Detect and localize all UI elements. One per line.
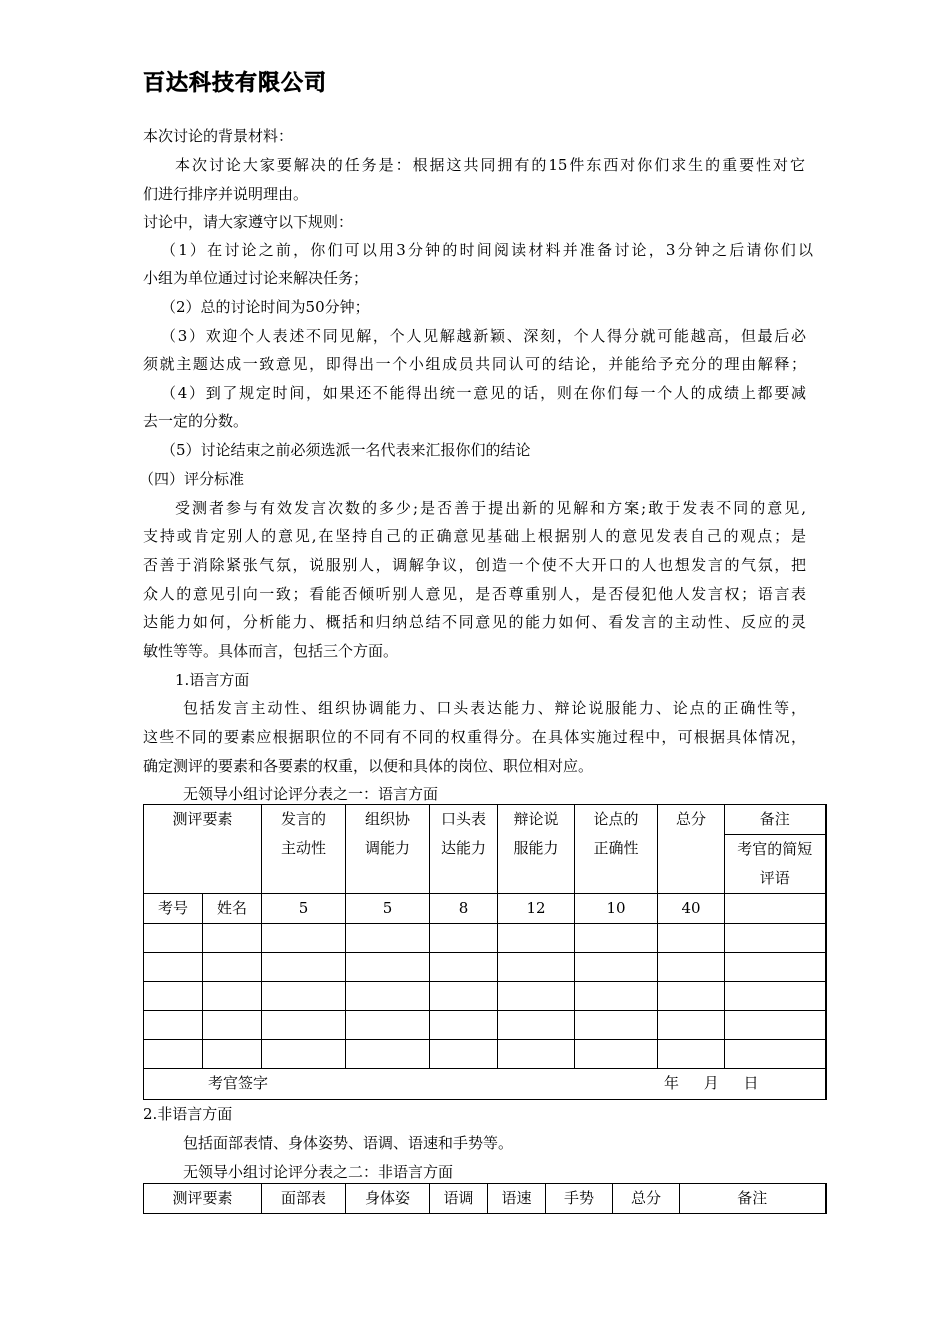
rule-1-line: （1）在讨论之前，你们可以用3分钟的时间阅读材料并准备讨论，3分钟之后请你们以 xyxy=(161,241,813,259)
criteria-line: 众人的意见引向一致；看能否倾听别人意见，是否尊重别人，是否侵犯他人发言权；语言表 xyxy=(143,585,806,603)
header-cell-total: 总分 xyxy=(613,1184,680,1214)
language-paragraph-line: 确定测评的要素和各要素的权重，以便和具体的岗位、职位相对应。 xyxy=(143,757,594,775)
weight-cell-total: 40 xyxy=(658,894,725,924)
rule-3-line: 须就主题达成一致意见，即得出一个小组成员共同认可的结论，并能给予充分的理由解释； xyxy=(143,355,806,373)
header-cell-correctness: 论点的 正确性 xyxy=(575,805,658,894)
header-cell-posture: 身体姿 xyxy=(346,1184,430,1214)
header-cell-oral-expression: 口头表 达能力 xyxy=(430,805,498,894)
rules-intro: 讨论中，请大家遵守以下规则： xyxy=(143,213,354,231)
header-cell-id: 考号 xyxy=(144,894,203,924)
weight-cell: 5 xyxy=(346,894,430,924)
weight-cell: 5 xyxy=(262,894,346,924)
header-cell-element: 测评要素 xyxy=(144,1184,262,1214)
weight-cell: 10 xyxy=(575,894,658,924)
empty-cell xyxy=(725,894,826,924)
table-row xyxy=(144,953,826,982)
criteria-line: 受测者参与有效发言次数的多少;是否善于提出新的见解和方案;敢于发表不同的意见, xyxy=(175,499,806,517)
nonlanguage-heading: 2.非语言方面 xyxy=(143,1105,233,1123)
company-header: 百达科技有限公司 xyxy=(143,71,328,96)
language-score-table xyxy=(143,804,827,1100)
nonlanguage-paragraph: 包括面部表情、身体姿势、语调、语速和手势等。 xyxy=(183,1134,514,1152)
header-cell-name: 姓名 xyxy=(203,894,262,924)
weight-cell: 12 xyxy=(498,894,575,924)
header-cell-facial: 面部表 xyxy=(262,1184,346,1214)
table-row xyxy=(144,1011,826,1040)
header-cell-tone: 语调 xyxy=(430,1184,488,1214)
header-cell-gesture: 手势 xyxy=(546,1184,613,1214)
nonlanguage-score-table xyxy=(143,1183,827,1214)
rule-4-line: （4）到了规定时间，如果还不能得出统一意见的话，则在你们每一个人的成绩上都要减 xyxy=(161,384,806,402)
table1-caption: 无领导小组讨论评分表之一：语言方面 xyxy=(183,785,439,803)
language-heading: 1.语言方面 xyxy=(175,671,250,689)
language-paragraph-line: 包括发言主动性、组织协调能力、口头表达能力、辩论说服能力、论点的正确性等， xyxy=(183,699,806,717)
task-paragraph-line: 们进行排序并说明理由。 xyxy=(143,185,309,203)
header-cell-total: 总分 xyxy=(658,805,725,894)
examiner-signature-label: 考官签字 xyxy=(208,1074,269,1092)
table-row xyxy=(144,1040,826,1069)
criteria-line: 敏性等等。具体而言，包括三个方面。 xyxy=(143,642,399,660)
signature-date: 年 月 日 xyxy=(663,1074,759,1092)
header-cell-persuasion: 辩论说 服能力 xyxy=(498,805,575,894)
language-paragraph-line: 这些不同的要素应根据职位的不同有不同的权重得分。在具体实施过程中，可根据具体情况， xyxy=(143,728,806,746)
weight-cell: 8 xyxy=(430,894,498,924)
header-cell-element: 测评要素 xyxy=(144,805,262,894)
table-row xyxy=(144,982,826,1011)
rule-2: （2）总的讨论时间为50分钟； xyxy=(161,298,370,316)
header-cell-remark: 备注 xyxy=(680,1184,826,1214)
header-cell-remark-sub: 考官的简短 评语 xyxy=(725,835,826,894)
rule-5: （5）讨论结束之前必须选派一名代表来汇报你们的结论 xyxy=(161,441,531,459)
rule-4-line: 去一定的分数。 xyxy=(143,412,249,430)
background-label: 本次讨论的背景材料： xyxy=(143,127,294,145)
header-cell-remark: 备注 xyxy=(725,805,826,835)
header-cell-coordination: 组织协 调能力 xyxy=(346,805,430,894)
criteria-line: 达能力如何，分析能力、概括和归纳总结不同意见的能力如何、看发言的主动性、反应的灵 xyxy=(143,613,806,631)
rule-1-line: 小组为单位通过讨论来解决任务； xyxy=(143,269,369,287)
table2-caption: 无领导小组讨论评分表之二：非语言方面 xyxy=(183,1163,454,1181)
criteria-line: 否善于消除紧张气氛，说服别人，调解争议，创造一个使不大开口的人也想发言的气氛，把 xyxy=(143,556,806,574)
header-cell-initiative: 发言的 主动性 xyxy=(262,805,346,894)
examiner-signature-row xyxy=(144,1069,826,1100)
header-cell-speed: 语速 xyxy=(488,1184,546,1214)
rule-3-line: （3）欢迎个人表述不同见解，个人见解越新颖、深刻，个人得分就可能越高，但最后必 xyxy=(161,327,806,345)
table-row xyxy=(144,924,826,953)
section-heading-scoring: （四）评分标准 xyxy=(139,470,245,488)
task-paragraph-line: 本次讨论大家要解决的任务是：根据这共同拥有的15件东西对你们求生的重要性对它 xyxy=(175,156,805,174)
criteria-line: 支持或肯定别人的意见,在坚持自己的正确意见基础上根据别人的意见发表自己的观点；是 xyxy=(143,527,806,545)
